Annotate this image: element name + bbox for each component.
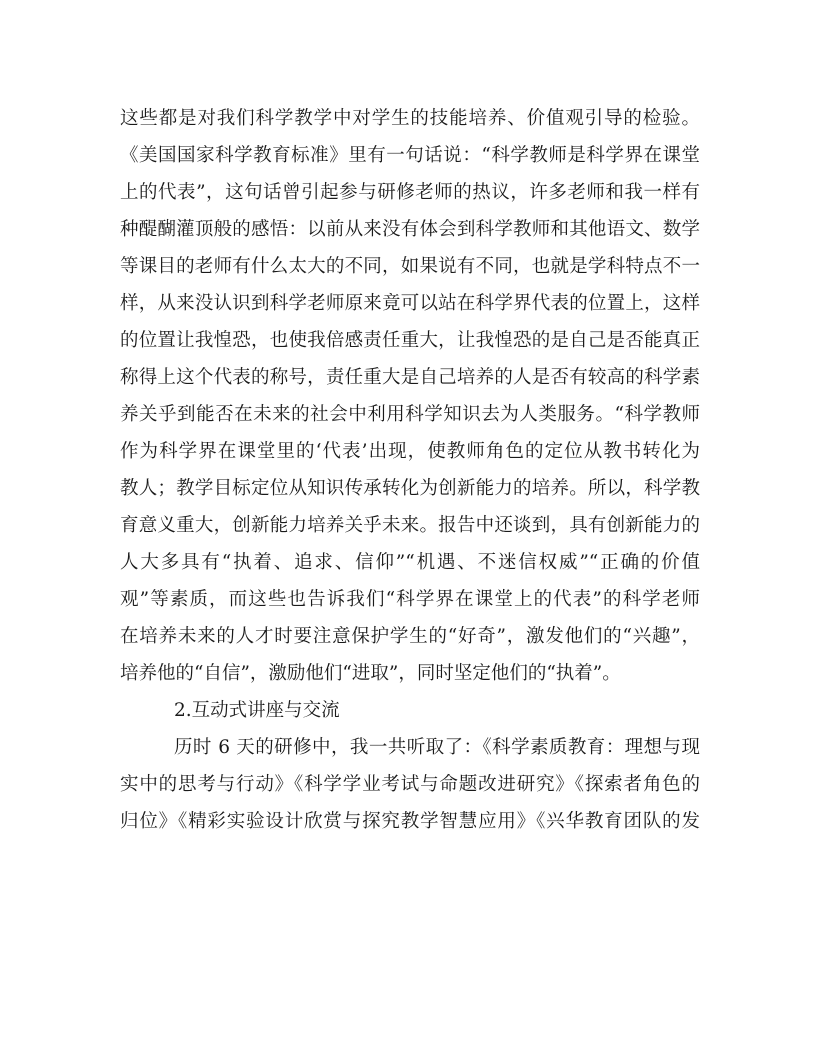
text-line: 在培养未来的人才时要注意保护学生的“好奇”，激发他们的“兴趣”， <box>120 626 700 647</box>
text-line: 育意义重大，创新能力培养关乎未来。报告中还谈到，具有创新能力的 <box>120 515 700 536</box>
text-line: 样，从来没认识到科学老师原来竟可以站在科学界代表的位置上，这样 <box>120 293 700 314</box>
section-heading: 2.互动式讲座与交流 <box>174 700 340 721</box>
text-line: 种醍醐灌顶般的感悟：以前从来没有体会到科学教师和其他语文、数学 <box>120 219 700 240</box>
text-line: 上的代表”，这句话曾引起参与研修老师的热议，许多老师和我一样有 <box>120 182 700 203</box>
text-line: 养关乎到能否在未来的社会中利用科学知识去为人类服务。“科学教师 <box>120 404 700 425</box>
text-line: 历时 6 天的研修中，我一共听取了：《科学素质教育：理想与现 <box>174 737 700 758</box>
text-line: 培养他的“自信”，激励他们“进取”，同时坚定他们的“执着”。 <box>120 663 621 684</box>
text-line: 等课目的老师有什么太大的不同，如果说有不同，也就是学科特点不一 <box>120 256 700 277</box>
text-line: 观”等素质，而这些也告诉我们“科学界在课堂上的代表”的科学老师 <box>120 589 700 610</box>
text-line: 人大多具有“执着、追求、信仰”“机遇、不迷信权威”“正确的价值 <box>120 552 700 573</box>
text-line: 教人；教学目标定位从知识传承转化为创新能力的培养。所以，科学教 <box>120 478 700 499</box>
text-line: 实中的思考与行动》《科学学业考试与命题改进研究》《探索者角色的 <box>120 774 700 795</box>
text-line: 《美国国家科学教育标准》里有一句话说：“科学教师是科学界在课堂 <box>120 145 700 166</box>
text-line: 的位置让我惶恐，也使我倍感责任重大，让我惶恐的是自己是否能真正 <box>120 330 700 351</box>
text-line: 称得上这个代表的称号，责任重大是自己培养的人是否有较高的科学素 <box>120 367 700 388</box>
text-line: 这些都是对我们科学教学中对学生的技能培养、价值观引导的检验。 <box>120 108 700 129</box>
text-line: 作为科学界在课堂里的‘代表’出现，使教师角色的定位从教书转化为 <box>120 441 700 462</box>
text-line: 归位》《精彩实验设计欣赏与探究教学智慧应用》《兴华教育团队的发 <box>120 811 700 832</box>
